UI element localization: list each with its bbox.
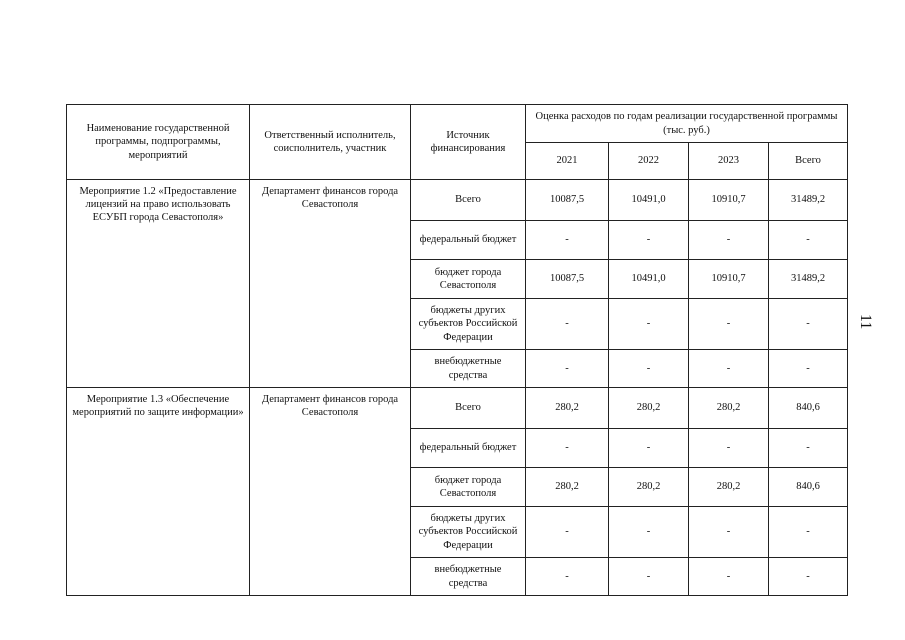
- header-name: Наименование государственной программы, подпрограммы, мероприятий: [67, 105, 250, 180]
- header-source: Источник финансирования: [411, 105, 526, 180]
- value-year: -: [689, 507, 769, 558]
- funding-source: федеральный бюджет: [411, 429, 526, 468]
- measure-name: Мероприятие 1.3 «Обеспечение мероприятий по защите информации»: [67, 388, 250, 596]
- value-year: 10491,0: [609, 180, 689, 221]
- value-year: -: [609, 350, 689, 388]
- value-year: 10087,5: [526, 180, 609, 221]
- expenditure-table: [66, 104, 848, 596]
- value-year: 280,2: [609, 388, 689, 429]
- funding-source: внебюджетные средства: [411, 558, 526, 596]
- value-total: 31489,2: [769, 180, 848, 221]
- value-year: -: [526, 429, 609, 468]
- header-executor: Ответственный исполнитель, соисполнитель, участник: [250, 105, 411, 180]
- measure-executor: Департамент финансов города Севастополя: [250, 180, 411, 388]
- value-total: -: [769, 429, 848, 468]
- value-year: -: [526, 558, 609, 596]
- page-number: 11: [857, 314, 874, 330]
- value-year: 280,2: [609, 468, 689, 507]
- header-year-2023: 2023: [689, 143, 769, 180]
- value-total: -: [769, 507, 848, 558]
- value-year: 280,2: [526, 468, 609, 507]
- value-year: 280,2: [526, 388, 609, 429]
- value-year: -: [609, 429, 689, 468]
- value-year: -: [609, 221, 689, 260]
- value-total: -: [769, 558, 848, 596]
- header-year-2022: 2022: [609, 143, 689, 180]
- value-year: -: [526, 221, 609, 260]
- header-estimate: Оценка расходов по годам реализации государственной программы (тыс. руб.): [526, 105, 848, 143]
- measure-executor: Департамент финансов города Севастополя: [250, 388, 411, 596]
- funding-source: бюджеты других субъектов Российской Федерации: [411, 299, 526, 350]
- value-year: 280,2: [689, 468, 769, 507]
- funding-source: Всего: [411, 388, 526, 429]
- value-year: -: [526, 350, 609, 388]
- value-total: 840,6: [769, 388, 848, 429]
- value-year: -: [689, 558, 769, 596]
- value-year: 10910,7: [689, 180, 769, 221]
- value-year: -: [526, 299, 609, 350]
- value-year: 280,2: [689, 388, 769, 429]
- header-row: [67, 105, 848, 143]
- value-year: -: [526, 507, 609, 558]
- value-year: -: [609, 507, 689, 558]
- funding-source: Всего: [411, 180, 526, 221]
- funding-source: бюджет города Севастополя: [411, 260, 526, 299]
- value-year: -: [689, 429, 769, 468]
- table-body: [67, 105, 848, 596]
- value-year: -: [689, 299, 769, 350]
- funding-source: федеральный бюджет: [411, 221, 526, 260]
- value-year: 10491,0: [609, 260, 689, 299]
- value-year: 10910,7: [689, 260, 769, 299]
- value-total: 840,6: [769, 468, 848, 507]
- value-year: -: [689, 221, 769, 260]
- value-year: -: [689, 350, 769, 388]
- funding-source: бюджет города Севастополя: [411, 468, 526, 507]
- value-year: 10087,5: [526, 260, 609, 299]
- value-year: -: [609, 558, 689, 596]
- header-year-2021: 2021: [526, 143, 609, 180]
- value-year: -: [609, 299, 689, 350]
- funding-source: внебюджетные средства: [411, 350, 526, 388]
- value-total: -: [769, 299, 848, 350]
- table-row: [67, 388, 848, 429]
- header-total: Всего: [769, 143, 848, 180]
- value-total: -: [769, 221, 848, 260]
- funding-source: бюджеты других субъектов Российской Федерации: [411, 507, 526, 558]
- value-total: 31489,2: [769, 260, 848, 299]
- value-total: -: [769, 350, 848, 388]
- measure-name: Мероприятие 1.2 «Предоставление лицензий на право использовать ЕСУБП города Севастополя»: [67, 180, 250, 388]
- table-row: [67, 180, 848, 221]
